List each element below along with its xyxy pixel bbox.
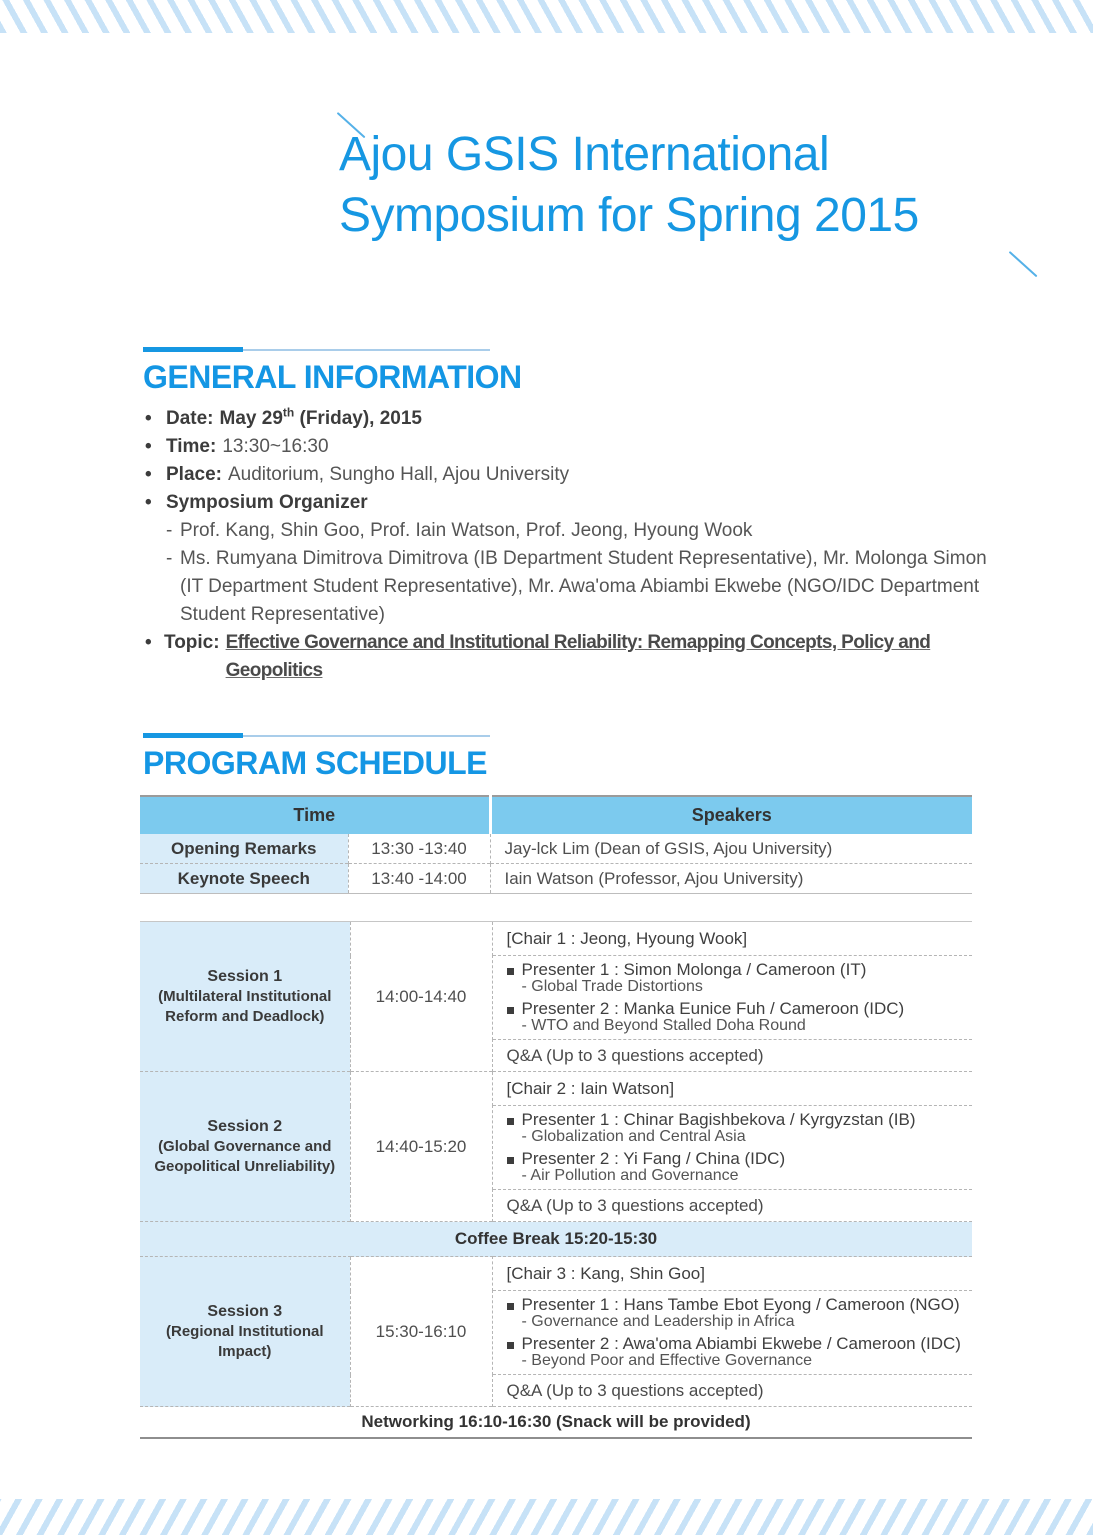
time-value: 13:30~16:30 <box>222 436 329 457</box>
networking-text: Networking 16:10-16:30 (Snack will be provided) <box>140 1407 972 1439</box>
session2-time: 14:40-15:20 <box>350 1072 492 1222</box>
info-item-topic <box>143 629 995 685</box>
time-label: Time: <box>166 436 217 457</box>
session1-time: 14:00-14:40 <box>350 922 492 1072</box>
presenter-entry <box>507 1150 973 1184</box>
presenter-heading: Presenter 2 : Yi Fang / China (IDC) <box>507 1150 973 1167</box>
session1-presenters <box>492 956 972 1040</box>
session-name: Session 1 <box>207 967 283 985</box>
session1-label <box>140 922 350 1072</box>
presenter-entry <box>507 1335 973 1369</box>
top-stripes-band <box>0 0 1093 33</box>
presenter-topic: - Governance and Leadership in Africa <box>521 1313 795 1330</box>
session-subtitle: (Global Governance and Geopolitical Unreliability) <box>154 1137 336 1175</box>
event-speaker: Jay-lck Lim (Dean of GSIS, Ajou University) <box>504 838 833 858</box>
place-label: Place: <box>166 464 222 485</box>
table-row-opening-remarks <box>140 834 972 864</box>
presenter-entry <box>507 1000 973 1034</box>
info-item-time <box>143 433 995 461</box>
session3-label <box>140 1257 350 1407</box>
session-subtitle: (Regional Institutional Impact) <box>166 1322 324 1360</box>
place-value: Auditorium, Sungho Hall, Ajou University <box>227 464 570 485</box>
divider-solid-segment <box>143 347 243 352</box>
session2-label <box>140 1072 350 1222</box>
section-divider <box>143 347 995 352</box>
presenter-heading: Presenter 1 : Simon Molonga / Cameroon (IT) <box>507 961 973 978</box>
topic-value: Effective Governance and Institutional Reliability: Remapping Concepts, Policy and Geopolitics <box>225 632 931 681</box>
presenter-entry <box>507 961 973 995</box>
session2-presenters <box>492 1106 972 1190</box>
date-label: Date: <box>166 408 214 429</box>
session3-presenters <box>492 1291 972 1375</box>
networking-row <box>140 1407 972 1439</box>
session3-chair: [Chair 3 : Kang, Shin Goo] <box>492 1257 972 1291</box>
schedule-table-sessions <box>140 921 972 1439</box>
session2-chair-row <box>140 1072 972 1106</box>
session3-time: 15:30-16:10 <box>350 1257 492 1407</box>
schedule-table-opening <box>140 795 972 894</box>
session1-qa: Q&A (Up to 3 questions accepted) <box>492 1040 972 1072</box>
event-label: Opening Remarks <box>140 834 348 864</box>
session-subtitle: (Multilateral Institutional Reform and Deadlock) <box>158 987 332 1025</box>
session1-chair-row <box>140 922 972 956</box>
page-title-line1: Ajou GSIS International <box>339 128 830 181</box>
page-title <box>339 124 919 246</box>
date-value: May 29th (Friday), 2015 <box>219 405 422 429</box>
organizer-sub-item: - Ms. Rumyana Dimitrova Dimitrova (IB Department Student Representative), Mr. Molonga Simon (IT Department Student Representative), Mr. Awa'oma Abiambi Ekwebe (NGO/IDC Department Student Representative) <box>143 545 995 629</box>
coffee-break-text: Coffee Break 15:20-15:30 <box>140 1222 972 1257</box>
section-title-program-schedule: PROGRAM SCHEDULE <box>143 745 488 781</box>
title-accent-line-bottom <box>1009 251 1038 277</box>
section-title-general-information: GENERAL INFORMATION <box>143 359 522 395</box>
session-name: Session 2 <box>207 1117 283 1135</box>
general-information-section <box>143 347 995 685</box>
presenter-topic: - Air Pollution and Governance <box>521 1167 739 1184</box>
table-row-keynote-speech <box>140 864 972 894</box>
session2-qa: Q&A (Up to 3 questions accepted) <box>492 1190 972 1222</box>
presenter-entry <box>507 1111 973 1145</box>
divider-thin-segment <box>243 735 490 737</box>
session1-chair: [Chair 1 : Jeong, Hyoung Wook] <box>492 922 972 956</box>
presenter-topic: - Globalization and Central Asia <box>521 1128 746 1145</box>
coffee-break-row <box>140 1222 972 1257</box>
section-divider <box>143 733 995 738</box>
session3-qa: Q&A (Up to 3 questions accepted) <box>492 1375 972 1407</box>
event-speaker: Iain Watson (Professor, Ajou University) <box>490 864 972 894</box>
presenter-heading: Presenter 2 : Manka Eunice Fuh / Cameroon (IDC) <box>507 1000 973 1017</box>
organizer-label: Symposium Organizer <box>166 492 368 513</box>
topic-label: • Topic: <box>164 632 220 653</box>
date-superscript: th <box>282 405 295 420</box>
divider-solid-segment <box>143 733 243 738</box>
program-schedule-section <box>143 733 995 782</box>
organizer-sub-item: - Prof. Kang, Shin Goo, Prof. Iain Watson, Prof. Jeong, Hyoung Wook <box>143 517 995 545</box>
presenter-topic: - WTO and Beyond Stalled Doha Round <box>521 1017 806 1034</box>
column-header-speakers: Speakers <box>490 796 972 834</box>
page-title-line2: Symposium for Spring 2015 <box>339 189 919 242</box>
column-header-time: Time <box>140 796 490 834</box>
presenter-entry <box>507 1296 973 1330</box>
bottom-stripes-band <box>0 1499 1093 1535</box>
info-item-place <box>143 461 995 489</box>
info-item-date <box>143 405 995 433</box>
session2-chair: [Chair 2 : Iain Watson] <box>492 1072 972 1106</box>
session-name: Session 3 <box>207 1302 283 1320</box>
divider-thin-segment <box>243 349 490 351</box>
presenter-heading: Presenter 1 : Chinar Bagishbekova / Kyrgyzstan (IB) <box>507 1111 973 1128</box>
schedule-header-row <box>140 796 972 834</box>
info-item-organizer <box>143 489 995 517</box>
event-label: Keynote Speech <box>140 864 348 894</box>
presenter-topic: - Beyond Poor and Effective Governance <box>521 1352 813 1369</box>
event-time: 13:40 -14:00 <box>348 864 490 894</box>
event-time: 13:30 -13:40 <box>348 834 490 864</box>
presenter-heading: Presenter 1 : Hans Tambe Ebot Eyong / Cameroon (NGO) <box>507 1296 973 1313</box>
session3-chair-row <box>140 1257 972 1291</box>
presenter-heading: Presenter 2 : Awa'oma Abiambi Ekwebe / Cameroon (IDC) <box>507 1335 973 1352</box>
presenter-topic: - Global Trade Distortions <box>521 978 703 995</box>
general-info-list <box>143 405 995 685</box>
